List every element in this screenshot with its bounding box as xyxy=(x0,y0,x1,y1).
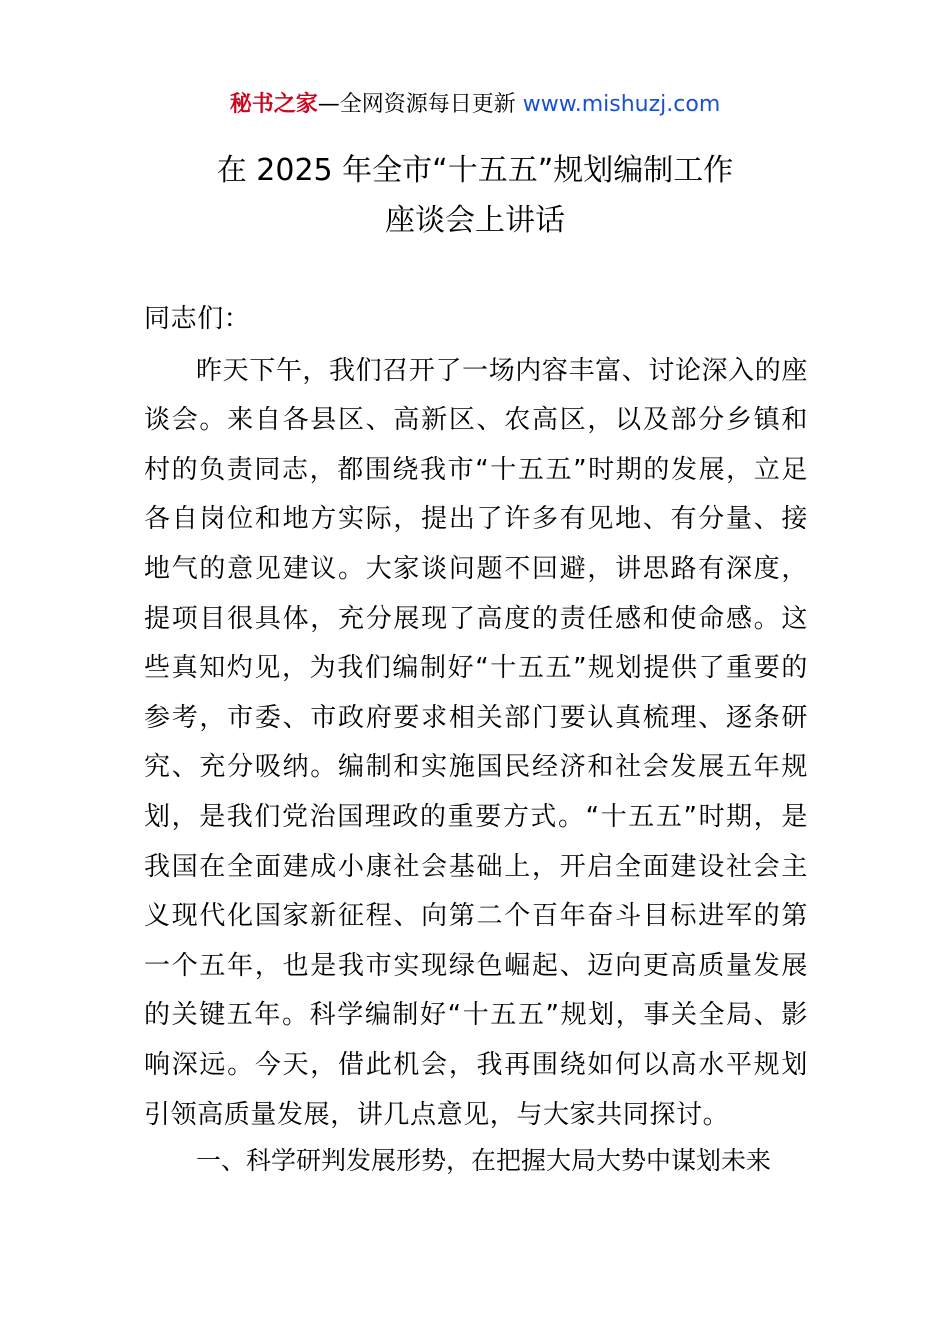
document-title xyxy=(0,146,950,246)
title-line-2: 座谈会上讲话 xyxy=(385,203,565,238)
paragraph-1: 昨天下午，我们召开了一场内容丰富、讨论深入的座谈会。来自各县区、高新区、农高区，以及部分乡镇和村的负责同志，都围绕我市“十五五”时期的发展，立足各自岗位和地方实际，提出了许多有见地、有分量、接地气的意见建议。大家谈问题不回避，讲思路有深度，提项目很具体，充分展现了高度的责任感和使命感。这些真知灼见，为我们编制好“十五五”规划提供了重要的参考，市委、市政府要求相关部门要认真梳理、逐条研究、充分吸纳。编制和实施国民经济和社会发展五年规划，是我们党治国理政的重要方式。“十五五”时期，是我国在全面建成小康社会基础上，开启全面建设社会主义现代化国家新征程、向第二个百年奋斗目标进军的第一个五年，也是我市实现绿色崛起、迈向更高质量发展的关键五年。科学编制好“十五五”规划，事关全局、影响深远。今天，借此机会，我再围绕如何以高水平规划引领高质量发展，讲几点意见，与大家共同探讨。 xyxy=(144,355,808,1130)
salutation: 同志们： xyxy=(144,304,251,334)
site-url[interactable]: www.mishuzj.com xyxy=(522,92,721,117)
document-body xyxy=(144,295,808,1140)
title-line-1: 在 2025 年全市“十五五”规划编制工作 xyxy=(216,153,734,188)
header-tagline: —全网资源每日更新 xyxy=(317,92,516,117)
site-header xyxy=(0,88,950,122)
brand-name: 秘书之家 xyxy=(229,92,318,117)
section-heading-1: 一、科学研判发展形势，在把握大局大势中谋划未来 xyxy=(196,1146,772,1175)
